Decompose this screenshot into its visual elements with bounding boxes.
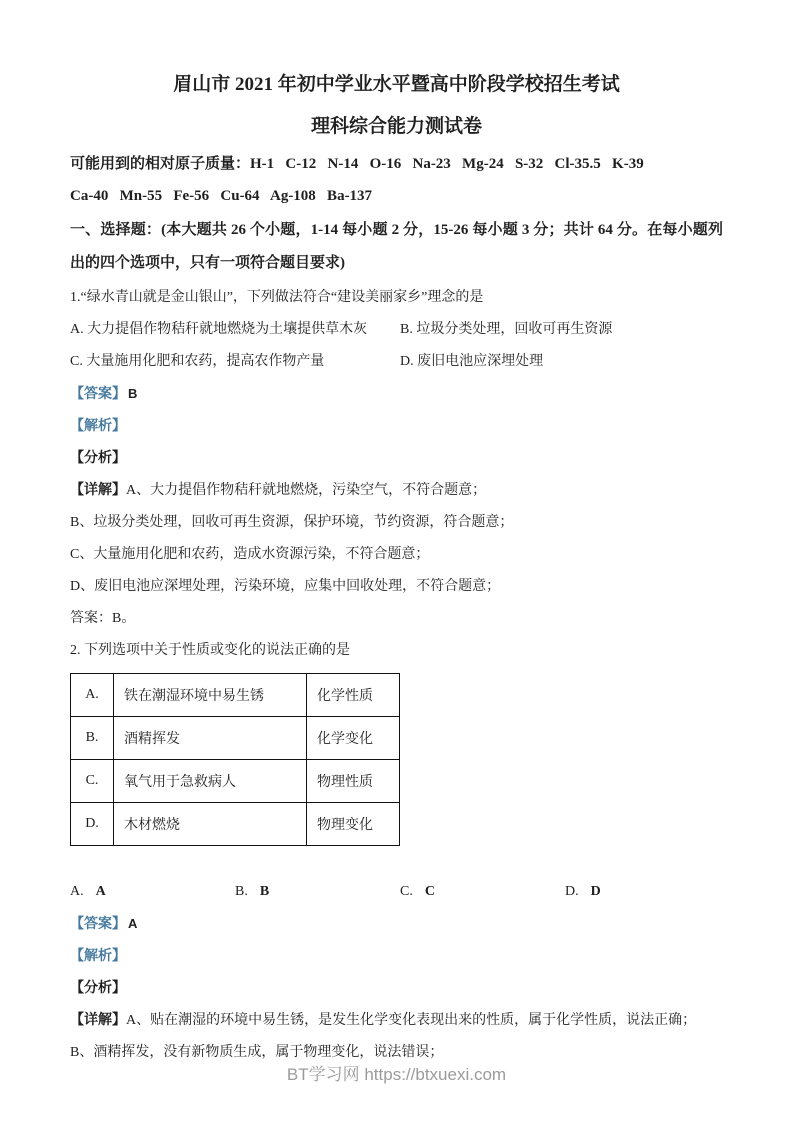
table-cell-label: D. xyxy=(71,803,114,846)
question-2-answer-line xyxy=(70,908,723,941)
answer-label: 【答案】 xyxy=(70,917,126,932)
table-cell-category: 化学性质 xyxy=(307,674,400,717)
question-1-option-d: D. 废旧电池应深埋处理 xyxy=(400,354,544,369)
page-subtitle: 理科综合能力测试卷 xyxy=(310,116,482,137)
option-value: C xyxy=(424,884,435,899)
atomic-mass-line-1: 可能用到的相对原子质量：H-1 C-12 N-14 O-16 Na-23 Mg-24 S-32 Cl-35.5 K-39 xyxy=(70,156,644,172)
question-2-detail-b: B、酒精挥发，没有新物质生成，属于物理变化，说法错误； xyxy=(70,1045,444,1060)
detail-label: 【详解】 xyxy=(70,483,126,498)
table-cell-label: B. xyxy=(71,717,114,760)
page-title: 眉山市 2021 年初中学业水平暨高中阶段学校招生考试 xyxy=(173,74,620,95)
table-cell-label: A. xyxy=(71,674,114,717)
table-cell-statement: 酒精挥发 xyxy=(114,717,307,760)
question-1-detail-b: B、垃圾分类处理，回收可再生资源，保护环境，节约资源，符合题意； xyxy=(70,515,514,530)
question-2 xyxy=(70,635,723,1069)
question-1-detail-d: D、废旧电池应深埋处理，污染环境，应集中回收处理，不符合题意； xyxy=(70,579,501,594)
question-1-options-row-1 xyxy=(70,314,723,346)
answer-label: 【答案】 xyxy=(70,387,126,402)
option-prefix: B. xyxy=(235,884,248,899)
table-row xyxy=(71,717,400,760)
question-1-detail-c: C、大量施用化肥和农药，造成水资源污染，不符合题意； xyxy=(70,547,430,562)
question-2-option-d xyxy=(565,876,730,908)
table-cell-statement: 氧气用于急救病人 xyxy=(114,760,307,803)
table-cell-statement: 铁在潮湿环境中易生锈 xyxy=(114,674,307,717)
detail-label: 【详解】 xyxy=(70,1013,126,1028)
table-row xyxy=(71,803,400,846)
breakdown-label: 【分析】 xyxy=(70,451,126,466)
option-prefix: C. xyxy=(400,884,413,899)
breakdown-label: 【分析】 xyxy=(70,981,126,996)
question-1-option-c: C. 大量施用化肥和农药，提高农作物产量 xyxy=(70,354,325,369)
option-value: D xyxy=(590,884,601,899)
watermark xyxy=(0,1062,793,1088)
question-2-option-c xyxy=(400,876,565,908)
option-value: A xyxy=(95,884,106,899)
question-1-option-b: B. 垃圾分类处理，回收可再生资源 xyxy=(400,322,613,337)
question-2-table xyxy=(70,673,400,846)
table-row xyxy=(71,760,400,803)
analysis-label: 【解析】 xyxy=(70,419,126,434)
question-2-stem: 2. 下列选项中关于性质或变化的说法正确的是 xyxy=(70,643,350,658)
detail-text: A、贴在潮湿的环境中易生锈，是发生化学变化表现出来的性质，属于化学性质，说法正确； xyxy=(126,1013,697,1028)
question-1-detail-a xyxy=(70,475,723,507)
table-cell-statement: 木材燃烧 xyxy=(114,803,307,846)
question-1-answer-line xyxy=(70,378,723,411)
table-cell-category: 化学变化 xyxy=(307,717,400,760)
question-2-option-a xyxy=(70,876,235,908)
table-cell-category: 物理变化 xyxy=(307,803,400,846)
option-prefix: D. xyxy=(565,884,579,899)
question-1-stem: 1.“绿水青山就是金山银山”，下列做法符合“建设美丽家乡”理念的是 xyxy=(70,290,484,305)
question-1-conclusion: 答案：B。 xyxy=(70,611,136,626)
table-cell-label: C. xyxy=(71,760,114,803)
detail-text: A、大力提倡作物秸秆就地燃烧，污染空气，不符合题意； xyxy=(126,483,487,498)
table-row xyxy=(71,674,400,717)
answer-value: B xyxy=(128,386,138,401)
question-1-option-a: A. 大力提倡作物秸秆就地燃烧为土壤提供草木灰 xyxy=(70,322,368,337)
question-2-detail-a xyxy=(70,1005,723,1037)
answer-value: A xyxy=(128,916,138,931)
watermark-text: BT学习网 https://btxuexi.com xyxy=(286,1065,507,1084)
question-2-option-b xyxy=(235,876,400,908)
question-2-options-row xyxy=(70,876,723,908)
question-1-options-row-2 xyxy=(70,346,723,378)
section-header: 一、选择题：(本大题共 26 个小题，1-14 每小题 2 分，15-26 每小题 3 分；共计 64 分。在每小题列出的四个选项中，只有一项符合题目要求) xyxy=(70,222,723,271)
analysis-label: 【解析】 xyxy=(70,949,126,964)
table-cell-category: 物理性质 xyxy=(307,760,400,803)
option-value: B xyxy=(259,884,270,899)
atomic-mass-line-2: Ca-40 Mn-55 Fe-56 Cu-64 Ag-108 Ba-137 xyxy=(70,188,373,204)
question-1 xyxy=(70,282,723,635)
option-prefix: A. xyxy=(70,884,84,899)
